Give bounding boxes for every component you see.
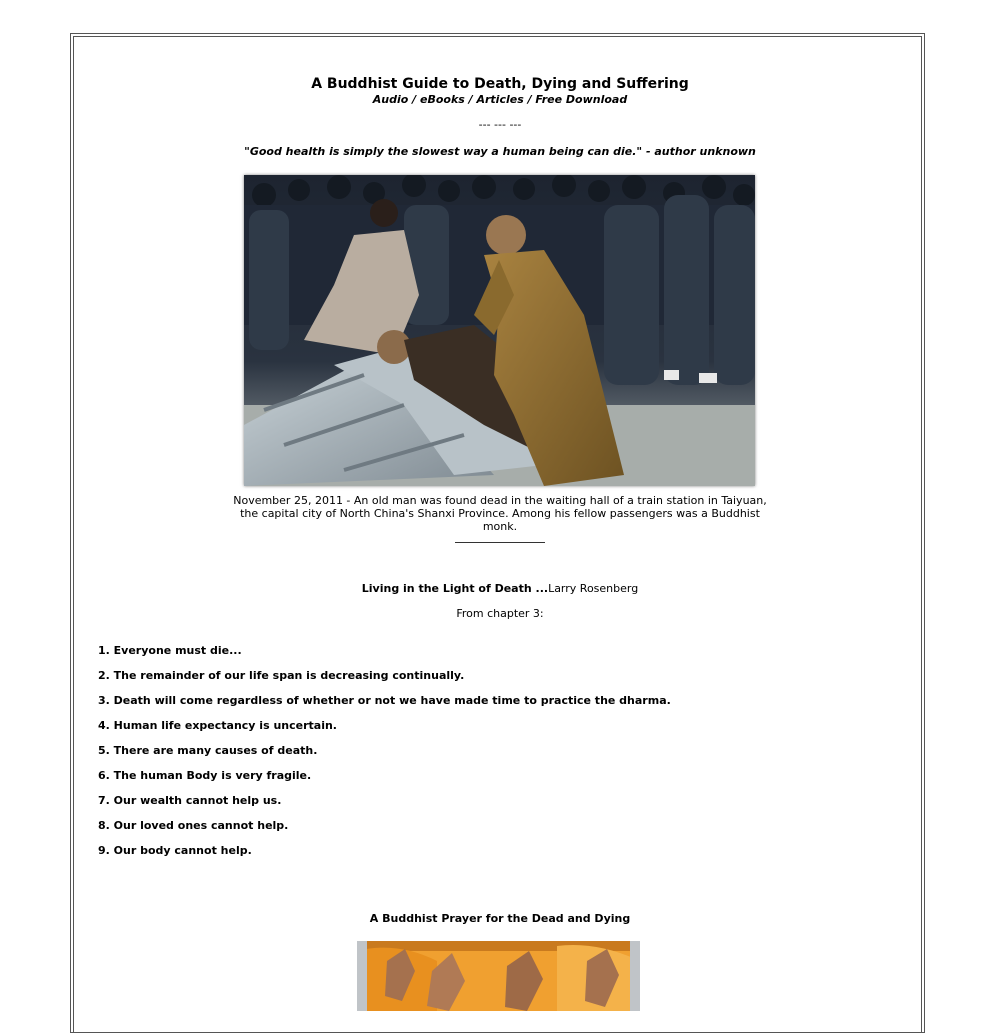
list-item: 1. Everyone must die... [98,644,242,657]
separator-text: --- --- --- [478,118,522,131]
list-item: 3. Death will come regardless of whether or not we have made time to practice the dharma. [98,694,671,707]
prayer-hands-photo [357,941,640,1011]
epigraph-quote: "Good health is simply the slowest way a human being can die." - author unknown [244,145,756,158]
list-item: 5. There are many causes of death. [98,744,318,757]
list-item: 8. Our loved ones cannot help. [98,819,289,832]
prayer-heading: A Buddhist Prayer for the Dead and Dying [369,912,631,925]
list-item: 6. The human Body is very fragile. [98,769,312,782]
train-station-photo-image [244,175,755,486]
list-item: 7. Our wealth cannot help us. [98,794,282,807]
page-subtitle: Audio / eBooks / Articles / Free Download [372,93,628,106]
page-title: A Buddhist Guide to Death, Dying and Suffering [311,76,689,92]
list-item: 4. Human life expectancy is uncertain. [98,719,337,732]
horizontal-rule [455,542,545,543]
book-author: Larry Rosenberg [548,582,639,595]
prayer-hands-photo-image [357,941,640,1011]
train-station-photo [244,175,755,486]
list-item: 9. Our body cannot help. [98,844,252,857]
photo-caption: November 25, 2011 - An old man was found dead in the waiting hall of a train station in Taiyuan, the capital city of North China's Shanxi Province. Among his fellow passengers was a Buddhist monk. [233,494,767,533]
book-reference [0,582,1000,595]
chapter-label: From chapter 3: [456,607,544,620]
list-item: 2. The remainder of our life span is decreasing continually. [98,669,465,682]
contemplation-list [98,644,671,869]
book-title: Living in the Light of Death ... [361,582,549,595]
